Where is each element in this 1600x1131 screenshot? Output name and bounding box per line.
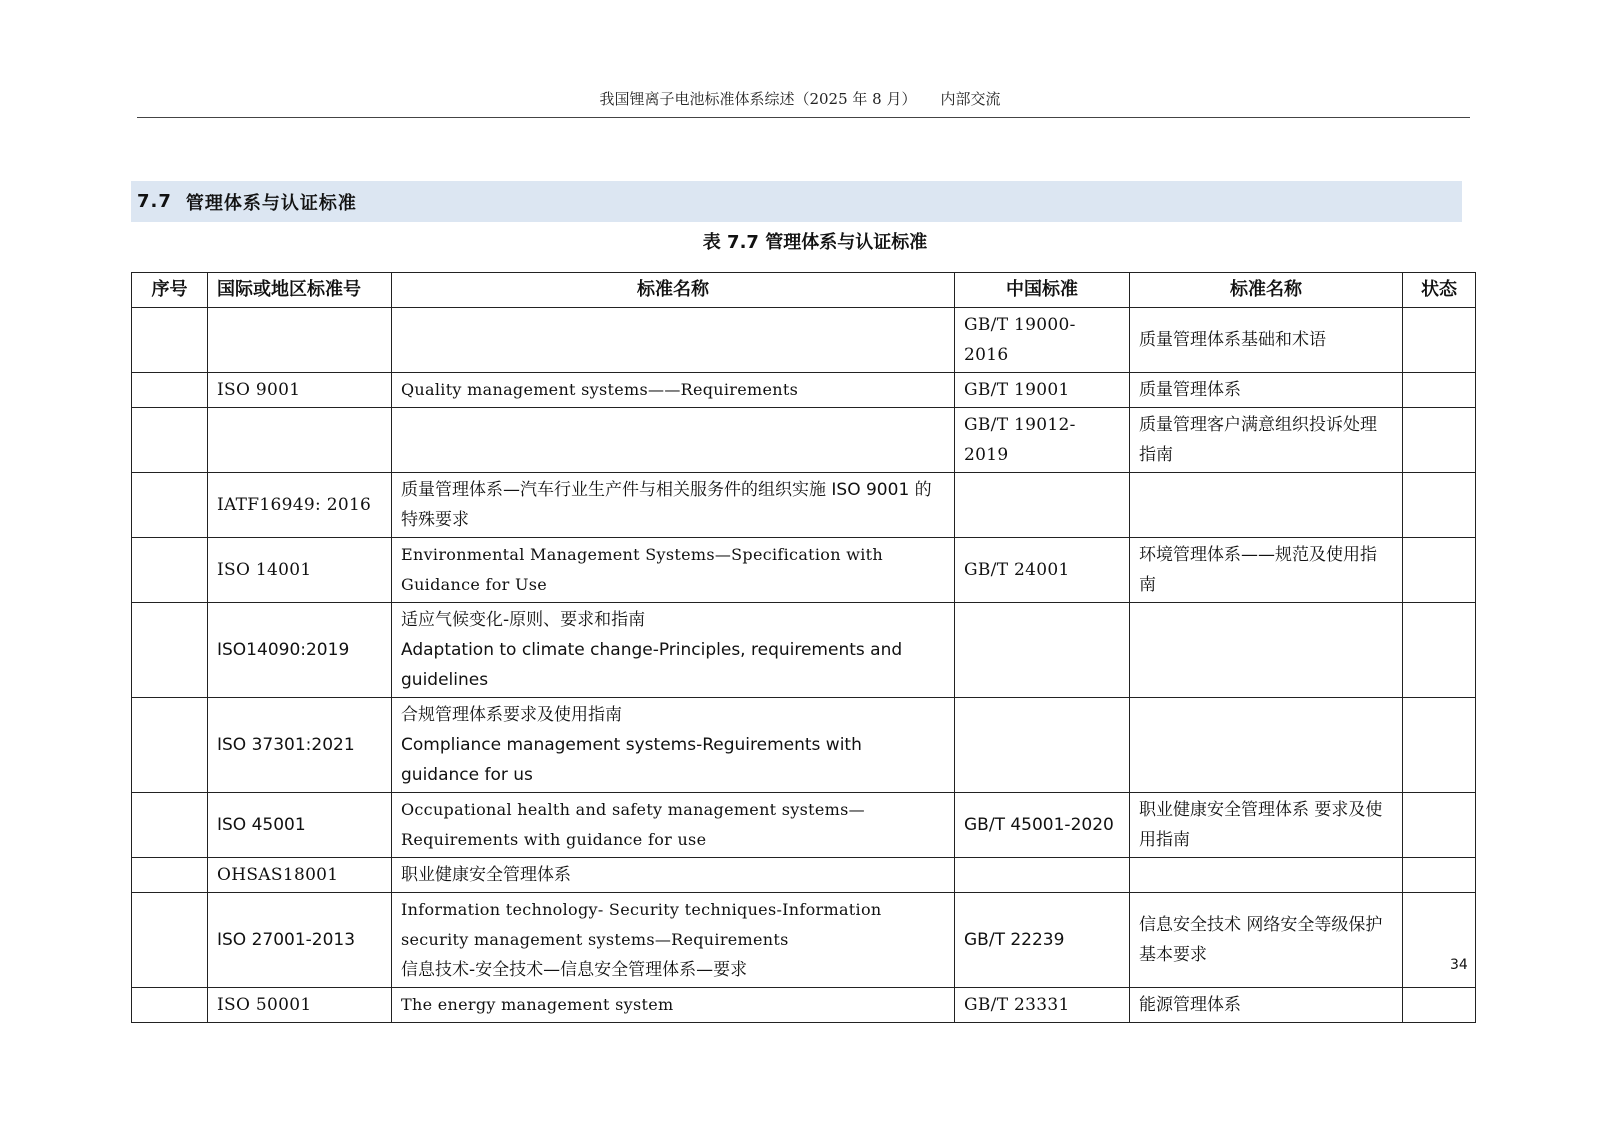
cell-cn-no: [955, 698, 1130, 793]
header-status: 状态: [1403, 273, 1476, 308]
cell-intl-no: ISO 9001: [208, 373, 392, 408]
cell-seq: [132, 893, 208, 988]
cell-intl-no: [208, 408, 392, 473]
intl-name-line: 合规管理体系要求及使用指南: [401, 705, 622, 725]
cell-cn-no: GB/T 24001: [955, 538, 1130, 603]
cell-cn-no: GB/T 45001-2020: [955, 793, 1130, 858]
cell-status: [1403, 308, 1476, 373]
intl-name-line: Compliance management systems-Reguirements with guidance for us: [401, 735, 862, 785]
cell-intl-name: [392, 538, 955, 603]
cell-intl-name: [392, 698, 955, 793]
header-rule: [137, 117, 1470, 118]
intl-name-line: Information technology- Security techniques-Information security management systems—Requirements: [401, 900, 882, 949]
cell-cn-no: GB/T 19000-2016: [955, 308, 1130, 373]
intl-name-line: Environmental Management Systems—Specification with Guidance for Use: [401, 545, 883, 594]
cell-status: [1403, 793, 1476, 858]
cell-intl-name: [392, 858, 955, 893]
cell-status: [1403, 893, 1476, 988]
cell-intl-name: [392, 988, 955, 1023]
header-cn-name: 标准名称: [1130, 273, 1403, 308]
cell-cn-no: GB/T 19001: [955, 373, 1130, 408]
cell-status: [1403, 408, 1476, 473]
cell-intl-no: ISO 14001: [208, 538, 392, 603]
cell-seq: [132, 408, 208, 473]
cell-intl-no: ISO 50001: [208, 988, 392, 1023]
cell-seq: [132, 308, 208, 373]
distribution-note: 内部交流: [940, 90, 1001, 108]
cell-status: [1403, 698, 1476, 793]
cell-cn-name: 信息安全技术 网络安全等级保护基本要求: [1130, 893, 1403, 988]
cell-intl-no: ISO 45001: [208, 793, 392, 858]
table-row: [132, 373, 1476, 408]
header-intl-name: 标准名称: [392, 273, 955, 308]
cell-status: [1403, 373, 1476, 408]
intl-name-line: 信息技术-安全技术—信息安全管理体系—要求: [401, 960, 748, 980]
table-row: [132, 858, 1476, 893]
cell-seq: [132, 538, 208, 603]
cell-cn-no: GB/T 23331: [955, 988, 1130, 1023]
cell-intl-name: [392, 308, 955, 373]
table-row: [132, 603, 1476, 698]
intl-name-line: Quality management systems——Requirements: [401, 380, 799, 399]
intl-name-line: Occupational health and safety management systems—Requirements with guidance for use: [401, 800, 865, 849]
intl-name-line: 质量管理体系—汽车行业生产件与相关服务件的组织实施 ISO 9001 的特殊要求: [401, 480, 932, 530]
cell-seq: [132, 988, 208, 1023]
cell-cn-no: [955, 603, 1130, 698]
cell-intl-name: [392, 793, 955, 858]
cell-status: [1403, 538, 1476, 603]
cell-intl-name: [392, 603, 955, 698]
cell-cn-no: [955, 858, 1130, 893]
table-header-row: [132, 273, 1476, 308]
cell-cn-no: GB/T 22239: [955, 893, 1130, 988]
cell-seq: [132, 858, 208, 893]
header-seq: 序号: [132, 273, 208, 308]
table-row: [132, 408, 1476, 473]
cell-cn-name: 环境管理体系——规范及使用指南: [1130, 538, 1403, 603]
table-row: [132, 893, 1476, 988]
section-title: 管理体系与认证标准: [185, 192, 357, 214]
header-cn-no: 中国标准: [955, 273, 1130, 308]
cell-intl-no: ISO14090:2019: [208, 603, 392, 698]
cell-cn-name: 能源管理体系: [1130, 988, 1403, 1023]
cell-cn-name: [1130, 858, 1403, 893]
cell-cn-name: 职业健康安全管理体系 要求及使用指南: [1130, 793, 1403, 858]
cell-cn-no: [955, 473, 1130, 538]
header-intl-no: 国际或地区标准号: [208, 273, 392, 308]
table-caption: 表 7.7 管理体系与认证标准: [702, 232, 928, 253]
cell-status: [1403, 473, 1476, 538]
standards-table: [131, 272, 1476, 1023]
cell-cn-name: 质量管理客户满意组织投诉处理指南: [1130, 408, 1403, 473]
cell-intl-no: ISO 37301:2021: [208, 698, 392, 793]
page-number: 34: [1450, 957, 1468, 973]
cell-intl-no: ISO 27001-2013: [208, 893, 392, 988]
document-title: 我国锂离子电池标准体系综述（2025 年 8 月）: [599, 90, 917, 108]
cell-seq: [132, 603, 208, 698]
cell-intl-no: IATF16949: 2016: [208, 473, 392, 538]
table-row: [132, 988, 1476, 1023]
cell-status: [1403, 858, 1476, 893]
intl-name-line: Adaptation to climate change-Principles, requirements and guidelines: [401, 640, 903, 690]
table-row: [132, 473, 1476, 538]
cell-cn-name: 质量管理体系: [1130, 373, 1403, 408]
intl-name-line: 职业健康安全管理体系: [401, 865, 571, 885]
table-row: [132, 538, 1476, 603]
cell-seq: [132, 793, 208, 858]
cell-intl-name: [392, 408, 955, 473]
cell-cn-name: 质量管理体系基础和术语: [1130, 308, 1403, 373]
cell-seq: [132, 373, 208, 408]
cell-cn-no: GB/T 19012-2019: [955, 408, 1130, 473]
section-heading: [131, 181, 1462, 222]
table-row: [132, 793, 1476, 858]
cell-cn-name: [1130, 473, 1403, 538]
cell-cn-name: [1130, 603, 1403, 698]
cell-status: [1403, 988, 1476, 1023]
cell-intl-name: [392, 893, 955, 988]
cell-status: [1403, 603, 1476, 698]
section-number: 7.7: [137, 191, 172, 212]
cell-seq: [132, 698, 208, 793]
cell-intl-name: [392, 373, 955, 408]
running-header: [0, 88, 1600, 109]
cell-intl-no: [208, 308, 392, 373]
intl-name-line: 适应气候变化-原则、要求和指南: [401, 610, 646, 630]
cell-intl-name: [392, 473, 955, 538]
intl-name-line: The energy management system: [401, 995, 674, 1014]
cell-cn-name: [1130, 698, 1403, 793]
cell-intl-no: OHSAS18001: [208, 858, 392, 893]
table-row: [132, 698, 1476, 793]
table-body: [132, 308, 1476, 1023]
cell-seq: [132, 473, 208, 538]
table-row: [132, 308, 1476, 373]
